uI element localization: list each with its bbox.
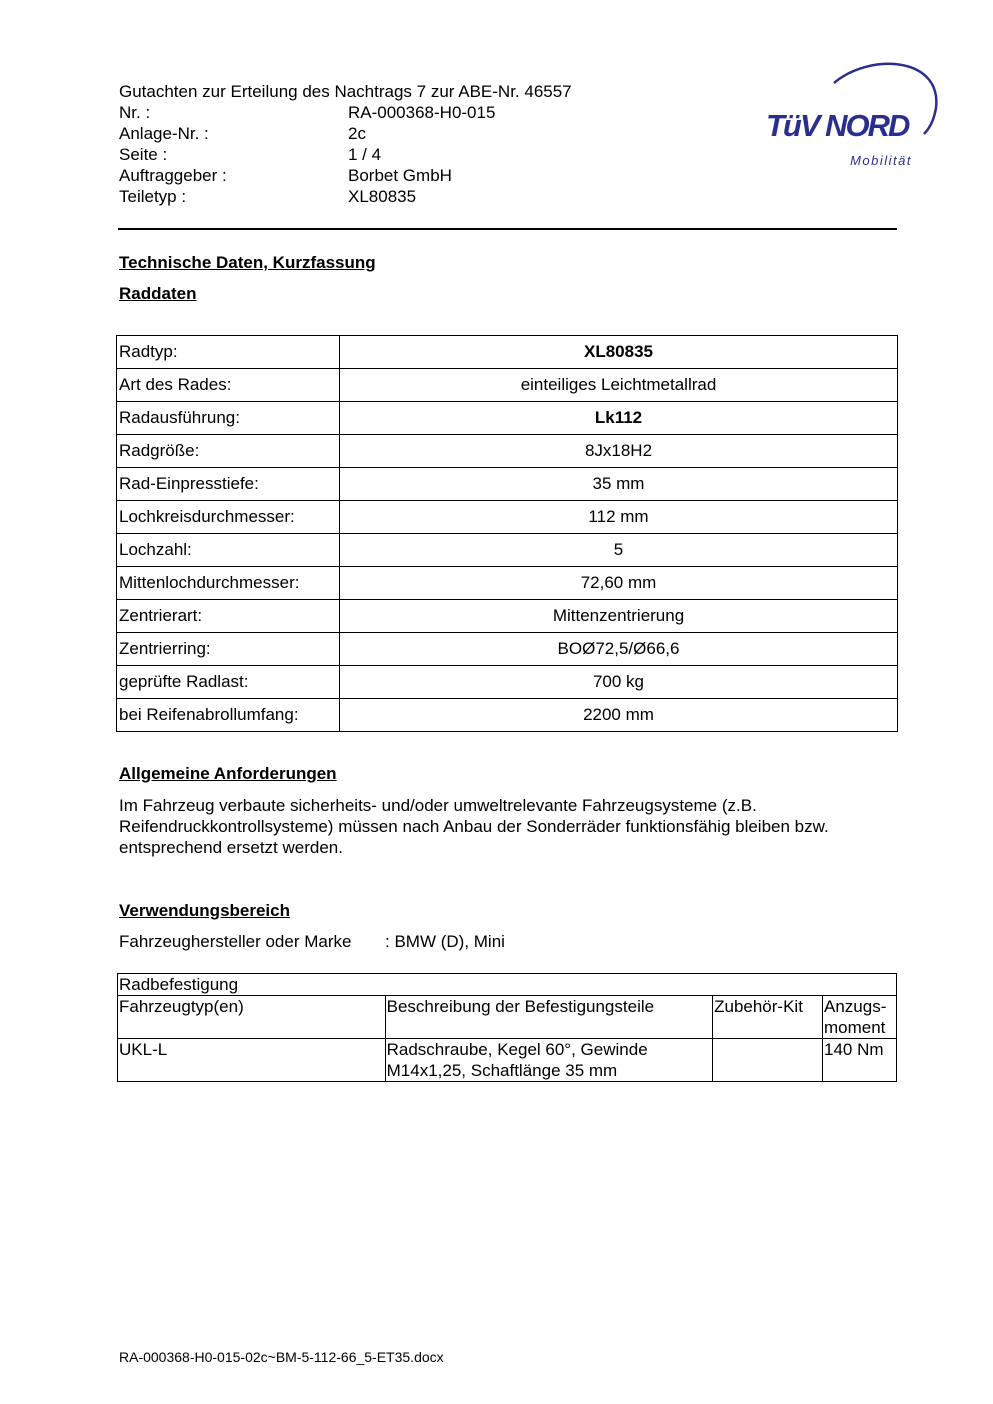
wheel-data-table: [116, 335, 898, 732]
wheel-value-cell: 5: [340, 534, 898, 567]
table-row: [117, 633, 898, 666]
meta-value: Borbet GmbH: [348, 166, 452, 185]
table-row: [117, 336, 898, 369]
header-cell: Fahrzeugtyp(en): [118, 996, 386, 1039]
meta-label: Nr. :: [119, 103, 151, 122]
wheel-value-cell: 700 kg: [340, 666, 898, 699]
wheel-value-cell: 112 mm: [340, 501, 898, 534]
wheel-label-cell: Lochkreisdurchmesser:: [117, 501, 340, 534]
accessory-kit-cell: [713, 1039, 823, 1082]
table-row: [117, 501, 898, 534]
meta-value: XL80835: [348, 187, 417, 206]
meta-label: Seite :: [119, 145, 168, 164]
table-row: [118, 1039, 897, 1082]
header-cell: Zubehör-Kit: [713, 996, 823, 1039]
meta-row-nr: [119, 102, 495, 123]
footer-filename: RA-000368-H0-015-02c~BM-5-112-66_5-ET35.docx: [119, 1349, 444, 1365]
wheel-label-cell: Lochzahl:: [117, 534, 340, 567]
table-row: [117, 468, 898, 501]
torque-cell: 140 Nm: [823, 1039, 897, 1082]
wheel-label-cell: bei Reifenabrollumfang:: [117, 699, 340, 732]
logo-subtitle: Mobilität: [850, 153, 912, 168]
table-row: [117, 369, 898, 402]
manufacturer-label: Fahrzeughersteller oder Marke: [119, 932, 352, 951]
wheel-value-cell: Mittenzentrierung: [340, 600, 898, 633]
manufacturer-value: : BMW (D), Mini: [385, 932, 505, 951]
table-row: [117, 666, 898, 699]
meta-label: Anlage-Nr. :: [119, 124, 209, 143]
fixing-title: Radbefestigung: [118, 974, 897, 996]
meta-value: 1 / 4: [348, 145, 382, 164]
meta-block: [119, 102, 495, 207]
wheel-value-cell: XL80835: [340, 336, 898, 369]
header-cell: Beschreibung der Befestigungsteile: [385, 996, 712, 1039]
fixing-header-row: [118, 996, 897, 1039]
wheel-value-cell: 35 mm: [340, 468, 898, 501]
wheel-value-cell: Lk112: [340, 402, 898, 435]
meta-value: RA-000368-H0-015: [348, 103, 496, 122]
wheel-label-cell: Rad-Einpresstiefe:: [117, 468, 340, 501]
fixing-description-cell: Radschraube, Kegel 60°, Gewinde M14x1,25, Schaftlänge 35 mm: [385, 1039, 712, 1082]
wheel-label-cell: Zentrierart:: [117, 600, 340, 633]
allgemeine-text: Im Fahrzeug verbaute sicherheits- und/oder umweltrelevante Fahrzeugsysteme (z.B. Reifendruckkontrollsysteme) müssen nach Anbau der Sonderräder funktionsfähig bleiben bzw. entsprechend ersetzt werden.: [119, 796, 829, 857]
wheel-fixing-table: [117, 973, 897, 1082]
wheel-label-cell: Radtyp:: [117, 336, 340, 369]
document-title: Gutachten zur Erteilung des Nachtrags 7 zur ABE-Nr. 46557: [119, 82, 572, 101]
meta-value: 2c: [348, 124, 366, 143]
wheel-value-cell: einteiliges Leichtmetallrad: [340, 369, 898, 402]
wheel-label-cell: Radausführung:: [117, 402, 340, 435]
wheel-label-cell: Mittenlochdurchmesser:: [117, 567, 340, 600]
meta-row-seite: [119, 144, 495, 165]
wheel-label-cell: geprüfte Radlast:: [117, 666, 340, 699]
wheel-value-cell: 2200 mm: [340, 699, 898, 732]
meta-row-auftraggeber: [119, 165, 495, 186]
meta-row-teiletyp: [119, 186, 495, 207]
vehicle-type-cell: UKL-L: [118, 1039, 386, 1082]
table-row: [117, 600, 898, 633]
fixing-title-row: [118, 974, 897, 996]
table-row: [117, 534, 898, 567]
table-row: [117, 435, 898, 468]
tech-data-heading: Technische Daten, Kurzfassung: [119, 253, 376, 272]
wheel-value-cell: 8Jx18H2: [340, 435, 898, 468]
raddaten-heading: Raddaten: [119, 284, 197, 303]
manufacturer-row: [119, 931, 505, 952]
wheel-label-cell: Zentrierring:: [117, 633, 340, 666]
meta-row-anlage: [119, 123, 495, 144]
meta-label: Teiletyp :: [119, 187, 187, 206]
tuev-nord-logo: [764, 58, 944, 173]
wheel-value-cell: BOØ72,5/Ø66,6: [340, 633, 898, 666]
header-divider: [118, 228, 897, 230]
allgemeine-heading: Allgemeine Anforderungen: [119, 764, 337, 783]
wheel-value-cell: 72,60 mm: [340, 567, 898, 600]
wheel-label-cell: Art des Rades:: [117, 369, 340, 402]
meta-label: Auftraggeber :: [119, 166, 227, 185]
table-row: [117, 567, 898, 600]
logo-brand: TüV NORD: [766, 108, 909, 143]
verwendung-heading: Verwendungsbereich: [119, 901, 290, 920]
table-row: [117, 402, 898, 435]
header-cell: Anzugs- moment: [823, 996, 897, 1039]
wheel-label-cell: Radgröße:: [117, 435, 340, 468]
table-row: [117, 699, 898, 732]
